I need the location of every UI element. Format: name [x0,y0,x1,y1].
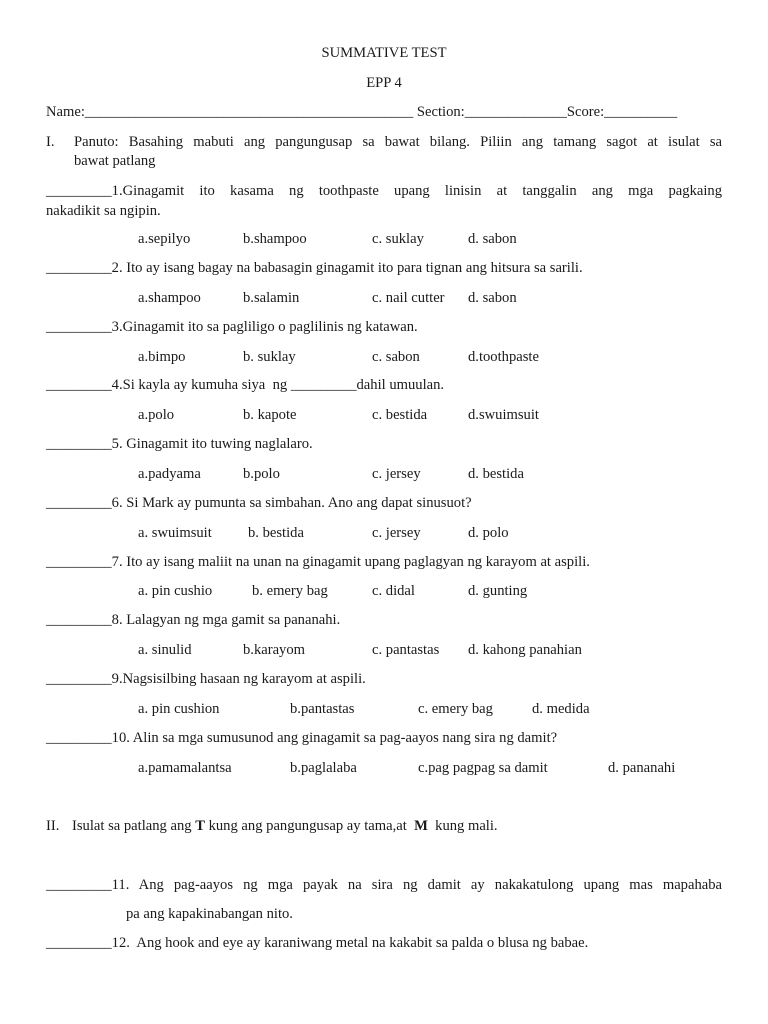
q9-choice-c: c. emery bag [418,701,493,717]
q2-choice-d: d. sabon [468,290,517,306]
q9-choice-d: d. medida [532,701,590,717]
q7-choice-d: d. gunting [468,583,528,599]
question-12: _________12. Ang hook and eye ay karaniwang metal na kakabit sa palda o blusa ng babae. [46,935,589,951]
question-1-cont: nakadikit sa ngipin. [46,203,161,219]
q4-choice-b: b. kapote [243,407,297,423]
question-9: _________9.Nagsisilbing hasaan ng karayom at aspili. [46,671,366,687]
q4-choice-d: d.swuimsuit [468,407,539,423]
q8-choice-d: d. kahong panahian [468,642,582,658]
question-6: _________6. Si Mark ay pumunta sa simbahan. Ano ang dapat sinusuot? [46,495,472,511]
q5-choice-d: d. bestida [468,466,524,482]
q6-choice-b: b. bestida [248,525,304,541]
q7-choice-a: a. pin cushio [138,583,213,599]
q7-choice-c: c. didal [372,583,415,599]
q1-choice-d: d. sabon [468,231,517,247]
part2-instruction: Isulat sa patlang ang T kung ang pangungusap ay tama,at M kung mali. [72,818,498,834]
question-2: _________2. Ito ay isang bagay na babasagin ginagamit ito para tignan ang hitsura sa sarili. [46,260,583,276]
q8-choice-b: b.karayom [243,642,306,658]
q9-choice-a: a. pin cushion [138,701,220,717]
question-5: _________5. Ginagamit ito tuwing naglalaro. [46,436,313,452]
question-4: _________4.Si kayla ay kumuha siya ng _________dahil umuulan. [46,377,445,393]
part1-number: I. [46,134,55,150]
q10-choice-d: d. pananahi [608,760,676,776]
q10-choice-b: b.paglalaba [290,760,357,776]
part1-instruction-line2: bawat patlang [74,153,156,169]
q2-choice-b: b.salamin [243,290,300,306]
q6-choice-c: c. jersey [372,525,421,541]
q7-choice-b: b. emery bag [252,583,328,599]
q5-choice-a: a.padyama [138,466,201,482]
q4-choice-a: a.polo [138,407,175,423]
true-marker: T [195,818,205,834]
q3-choice-c: c. sabon [372,349,420,365]
q2-choice-c: c. nail cutter [372,290,445,306]
q5-choice-c: c. jersey [372,466,421,482]
q8-choice-c: c. pantastas [372,642,440,658]
question-3: _________3.Ginagamit ito sa pagliligo o paglilinis ng katawan. [46,319,418,335]
q8-choice-a: a. sinulid [138,642,192,658]
q10-choice-c: c.pag pagpag sa damit [418,760,548,776]
q3-choice-b: b. suklay [243,349,296,365]
question-11: _________11. Ang pag-aayos ng mga payak na sira ng damit ay nakakatulong upang mas mapahaba [46,877,722,893]
q5-choice-b: b.polo [243,466,280,482]
part1-instruction-line1: Panuto: Basahing mabuti ang pangungusap sa bawat bilang. Piliin ang tamang sagot at isulat sa [74,134,722,150]
question-7: _________7. Ito ay isang maliit na unan na ginagamit upang paglagyan ng karayom at aspili. [46,554,590,570]
q4-choice-c: c. bestida [372,407,428,423]
q1-choice-b: b.shampoo [243,231,307,247]
info-line: Name:_____________________________________________ Section:______________Score:__________ [46,104,678,120]
question-8: _________8. Lalagyan ng mga gamit sa pananahi. [46,612,341,628]
q6-choice-d: d. polo [468,525,509,541]
q1-choice-a: a.sepilyo [138,231,191,247]
q3-choice-a: a.bimpo [138,349,186,365]
q10-choice-a: a.pamamalantsa [138,760,232,776]
part2-number: II. [46,818,60,834]
question-10: _________10. Alin sa mga sumusunod ang ginagamit sa pag-aayos nang sira ng damit? [46,730,558,746]
subject-label: EPP 4 [366,75,402,91]
q3-choice-d: d.toothpaste [468,349,539,365]
question-11-cont: pa ang kapakinabangan nito. [126,906,293,922]
false-marker: M [414,818,428,834]
q6-choice-a: a. swuimsuit [138,525,212,541]
question-1: _________1.Ginagamit ito kasama ng toothpaste upang linisin at tanggalin ang mga pagkaing [46,183,722,199]
q9-choice-b: b.pantastas [290,701,355,717]
q1-choice-c: c. suklay [372,231,424,247]
test-title: SUMMATIVE TEST [321,45,447,61]
q2-choice-a: a.shampoo [138,290,201,306]
